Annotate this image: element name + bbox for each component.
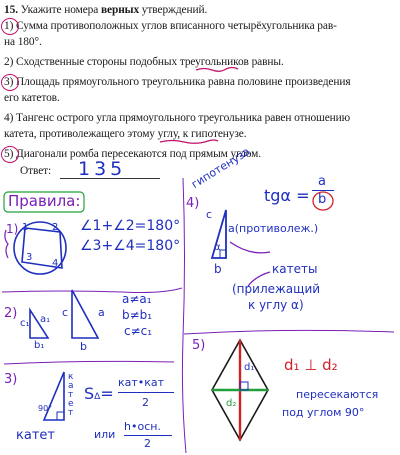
adjacent-note-2: к углу α) <box>248 298 304 312</box>
task-number: 15. <box>4 4 18 16</box>
task-prompt-start: Укажите номера <box>17 4 101 16</box>
vertical-letter-2: а <box>68 381 74 391</box>
tangent-fraction-bar <box>312 190 334 191</box>
area-symbol <box>84 384 114 403</box>
statement-2-number: 2) <box>4 56 14 68</box>
statement-1-number: 1) <box>4 20 14 32</box>
statement-1-text: Сумма противоположных углов вписанного четырёхугольника рав- <box>13 20 337 32</box>
area-subscript: Δ <box>94 392 101 402</box>
area-numerator: кат•кат <box>118 376 165 389</box>
area-equals: = <box>100 384 114 403</box>
area-denominator: 2 <box>142 396 149 409</box>
rules-title: Правила: <box>8 192 81 210</box>
alt-area-numerator: h•осн. <box>124 420 161 433</box>
statement-4-continuation: катета, противолежащего этому углу, к гипотенузе. <box>4 128 247 140</box>
area-fraction-bar <box>118 392 174 393</box>
statement-5-number: 5) <box>4 148 14 160</box>
hypotenuse-c: c <box>206 208 213 221</box>
statement-4-text: Тангенс острого угла прямоугольного треугольника равен отношению <box>13 112 351 124</box>
area-s: S <box>84 384 95 403</box>
alt-area-denominator: 2 <box>144 437 151 450</box>
answer-label: Ответ: <box>20 165 52 177</box>
rule-1-equation-1: ∠1+∠2=180° <box>80 218 181 234</box>
angle-label-3: 3 <box>26 252 33 263</box>
vertical-letter-4: е <box>68 399 74 409</box>
intersect-note-1: пересекаются <box>296 388 379 401</box>
tangent-numerator: a <box>318 174 326 189</box>
rule-5-number: 5) <box>192 338 206 353</box>
rule-2-ineq-b: b≠b₁ <box>122 308 153 322</box>
rule-3-number: 3) <box>4 372 18 387</box>
statement-3-number: 3) <box>4 76 14 88</box>
alt-area-fraction-bar <box>124 435 172 436</box>
diagonal-d2-label: d₂ <box>226 398 237 409</box>
angle-label-4: 4 <box>52 258 59 269</box>
legs-label: катеты <box>272 262 318 276</box>
tri1-side-b: b₁ <box>34 340 45 351</box>
tangent-denominator: b <box>318 192 327 207</box>
rule-1-number: 1) <box>6 222 19 236</box>
diagonal-d1-label: d₁ <box>244 362 255 373</box>
tri1-side-a: a₁ <box>40 314 51 325</box>
intersect-note-2: под углом 90° <box>282 406 365 419</box>
tangent-formula: tgα = <box>264 186 310 205</box>
rule-2-number: 2) <box>4 306 18 321</box>
statement-3-text: Площадь прямоугольного треугольника равна половине произведения <box>13 76 351 88</box>
statement-1-continuation: на 180°. <box>4 36 42 48</box>
angle-label-2: 2 <box>52 222 59 233</box>
rule-2-ineq-c: c≠c₁ <box>124 324 153 338</box>
perpendicular-formula: d₁ ⊥ d₂ <box>284 356 338 374</box>
opposite-leg-label: a(противолеж.) <box>228 222 319 235</box>
rule-4-number: 4) <box>186 196 200 211</box>
vertical-letter-5: т <box>68 408 74 418</box>
task-prompt-end: утверждений. <box>139 4 208 16</box>
statement-3-continuation: его катетов. <box>4 92 60 104</box>
tri2-side-c: c <box>62 306 69 319</box>
rule-1-equation-2: ∠3+∠4=180° <box>80 238 181 254</box>
or-word: или <box>94 428 116 441</box>
adjacent-note-1: (прилежащий <box>232 282 321 296</box>
rule-3-bottom-label: катет <box>16 428 55 443</box>
statement-4-number: 4) <box>4 112 14 124</box>
rule-2-ineq-a: a≠a₁ <box>122 292 152 306</box>
statement-2-text: Сходственные стороны подобных треугольников равны. <box>13 56 284 68</box>
angle-alpha: α <box>214 242 221 253</box>
task-prompt-bold: верных <box>100 4 140 16</box>
right-angle-label: 90° <box>38 404 53 413</box>
answer-value: 135 <box>78 158 127 180</box>
tri1-side-c: c₁ <box>20 318 30 329</box>
tri2-side-a: a <box>98 306 105 319</box>
statement-5-text: Диагонали ромба пересекаются под прямым углом. <box>13 148 261 160</box>
angle-label-1: 1 <box>22 222 29 233</box>
hypotenuse-label: гипотенуза <box>189 144 253 191</box>
vertical-letter-1: к <box>68 372 74 382</box>
vertical-letter-3: т <box>68 390 74 400</box>
tri2-side-b: b <box>80 340 87 353</box>
adjacent-leg-b: b <box>214 262 222 276</box>
